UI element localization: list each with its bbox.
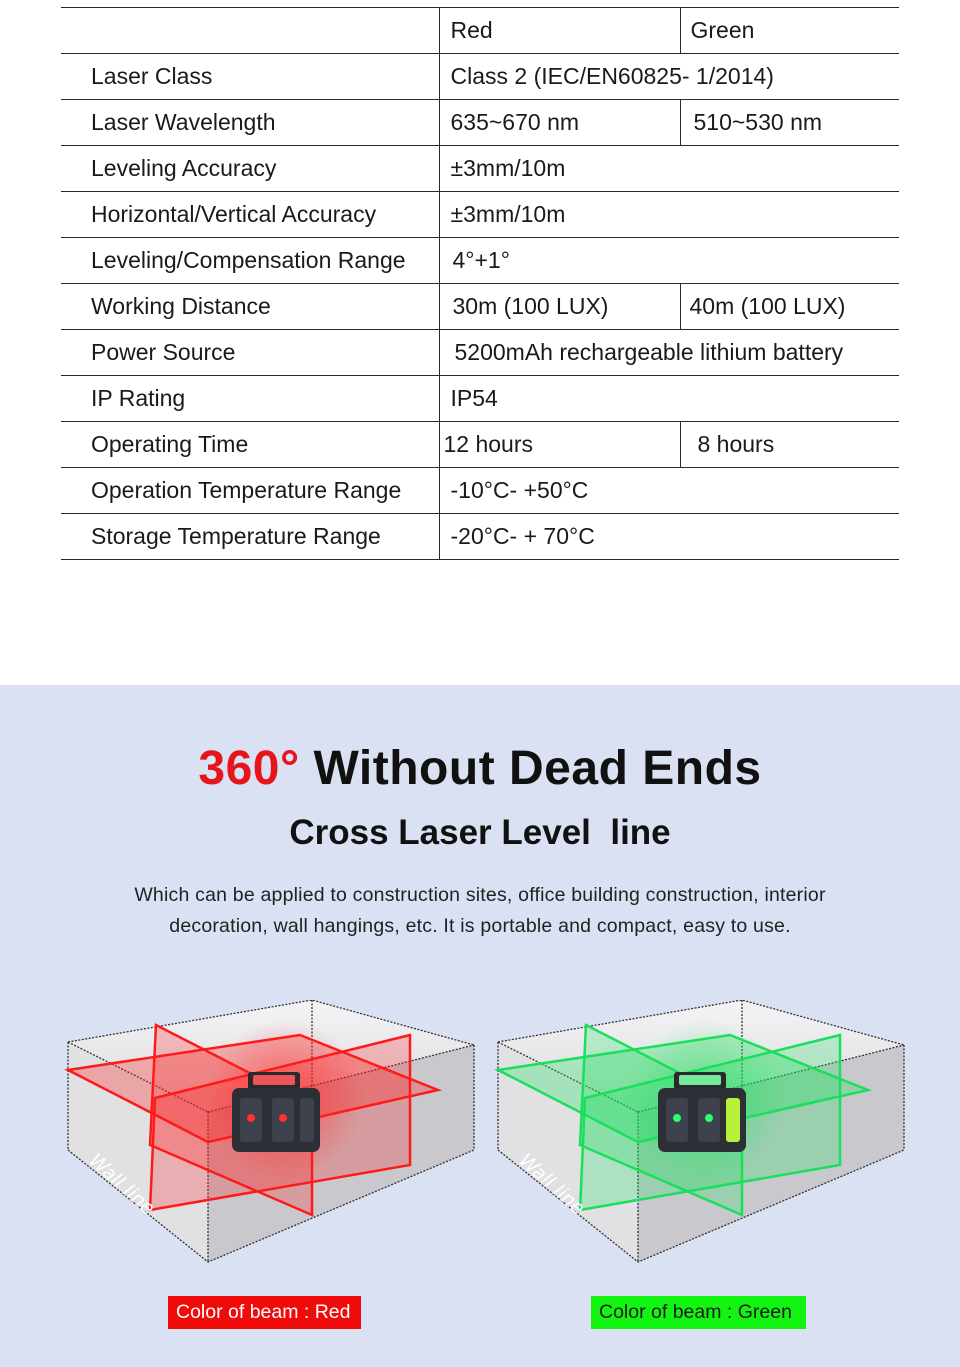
spec-label: IP Rating <box>61 376 439 422</box>
spec-label: Storage Temperature Range <box>61 514 439 560</box>
spec-value: ±3mm/10m <box>439 192 899 238</box>
table-row <box>61 514 899 560</box>
table-row <box>61 146 899 192</box>
spec-value: -20°C- + 70°C <box>439 514 899 560</box>
wall-line-label: Wall line <box>84 1149 160 1220</box>
feature-section <box>0 685 960 1367</box>
spec-value-green: 510~530 nm <box>680 100 899 146</box>
subheadline: Cross Laser Level line <box>289 813 671 852</box>
header-green: Green <box>680 8 899 54</box>
table-row <box>61 422 899 468</box>
spec-label: Leveling Accuracy <box>61 146 439 192</box>
spec-value: Class 2 (IEC/EN60825- 1/2014) <box>439 54 899 100</box>
headline-text: Without Dead Ends <box>313 742 762 795</box>
spec-value: -10°C- +50°C <box>439 468 899 514</box>
spec-value-red: 635~670 nm <box>439 100 680 146</box>
description: Which can be applied to construction sites, office building construction, interior decoration, wall hangings, etc. It is portable and compact, easy to use. <box>134 884 826 937</box>
beam-color-badge-green: Color of beam : Green <box>591 1296 806 1329</box>
table-row <box>61 100 899 146</box>
spec-table <box>61 7 899 560</box>
spec-label: Laser Wavelength <box>61 100 439 146</box>
spec-value: 5200mAh rechargeable lithium battery <box>439 330 899 376</box>
spec-value-red: 30m (100 LUX) <box>439 284 680 330</box>
table-row <box>61 284 899 330</box>
spec-value: ±3mm/10m <box>439 146 899 192</box>
spec-value: IP54 <box>439 376 899 422</box>
spec-label: Laser Class <box>61 54 439 100</box>
spec-label: Power Source <box>61 330 439 376</box>
table-row <box>61 376 899 422</box>
table-row <box>61 330 899 376</box>
green-laser-illustration <box>480 1000 940 1280</box>
spec-value-green: 40m (100 LUX) <box>680 284 899 330</box>
header-red: Red <box>439 8 680 54</box>
headline <box>0 741 960 796</box>
header-label-cell <box>61 8 439 54</box>
spec-label: Horizontal/Vertical Accuracy <box>61 192 439 238</box>
spec-value: 4°+1° <box>439 238 899 284</box>
spec-label: Leveling/Compensation Range <box>61 238 439 284</box>
spec-value-red: 12 hours <box>439 422 680 468</box>
table-row <box>61 192 899 238</box>
table-row <box>61 468 899 514</box>
wall-line-label: Wall line <box>514 1149 590 1220</box>
table-header-row <box>61 8 899 54</box>
table-row <box>61 54 899 100</box>
headline-accent: 360° <box>198 742 300 795</box>
beam-color-badge-red: Color of beam : Red <box>168 1296 361 1329</box>
spec-value-green: 8 hours <box>680 422 899 468</box>
spec-label: Operation Temperature Range <box>61 468 439 514</box>
spec-label: Operating Time <box>61 422 439 468</box>
table-row <box>61 238 899 284</box>
red-laser-illustration <box>50 1000 510 1280</box>
spec-label: Working Distance <box>61 284 439 330</box>
